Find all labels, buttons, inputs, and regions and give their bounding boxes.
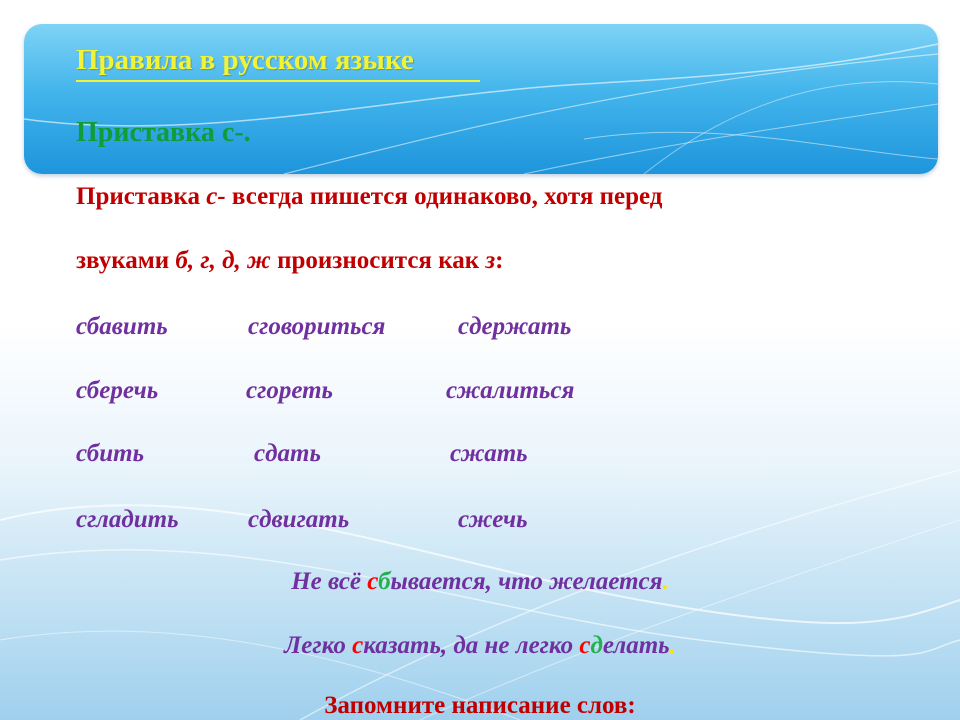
rule-text: Приставка [76, 183, 207, 210]
proverb-period: . [669, 632, 676, 659]
proverb-period: . [662, 568, 669, 595]
rule-letters: б, г, д, ж [175, 247, 271, 274]
example-word: сгореть [246, 377, 333, 404]
rule-text: : [495, 247, 504, 274]
word-row [0, 313, 960, 343]
remember-heading: Запомните написание слов: [324, 692, 636, 719]
example-word: сговориться [248, 313, 386, 340]
example-word: сжалиться [446, 377, 575, 404]
highlight-voiced-letter: д [590, 632, 603, 659]
page-subtitle: Приставка с-. [76, 117, 251, 148]
highlight-voiced-letter: б [378, 568, 391, 595]
example-word: сбить [76, 440, 145, 467]
rule-line-1 [76, 183, 662, 211]
proverb-text: елать [602, 632, 670, 659]
highlight-prefix: с [367, 568, 379, 595]
example-word: сдвигать [248, 506, 350, 533]
highlight-prefix: с [352, 632, 364, 659]
example-word: сдать [254, 440, 321, 467]
proverb-1 [0, 568, 960, 596]
word-row [0, 377, 960, 407]
example-word: сбавить [76, 313, 168, 340]
example-word: сжать [450, 440, 528, 467]
word-row [0, 440, 960, 470]
rule-text: произносится как [270, 247, 486, 274]
rule-line-2 [76, 247, 503, 275]
example-word: сберечь [76, 377, 159, 404]
page-title: Правила в русском языке [76, 44, 414, 76]
example-word: сжечь [458, 506, 528, 533]
proverb-text: казать, да не легко [363, 632, 580, 659]
rule-text: всегда пишется одинаково, хотя перед [225, 183, 663, 210]
proverb-text: ывается, что желается [390, 568, 663, 595]
highlight-prefix: с [579, 632, 591, 659]
proverb-2 [0, 632, 960, 660]
proverb-text: Легко [284, 632, 353, 659]
example-word: сдержать [458, 313, 572, 340]
rule-text: звуками [76, 247, 176, 274]
rule-prefix: с- [206, 183, 226, 210]
rule-sound: з [485, 247, 496, 274]
proverb-text: Не всё [291, 568, 368, 595]
word-row [0, 506, 960, 536]
title-underline [76, 80, 480, 82]
example-word: сгладить [76, 506, 179, 533]
